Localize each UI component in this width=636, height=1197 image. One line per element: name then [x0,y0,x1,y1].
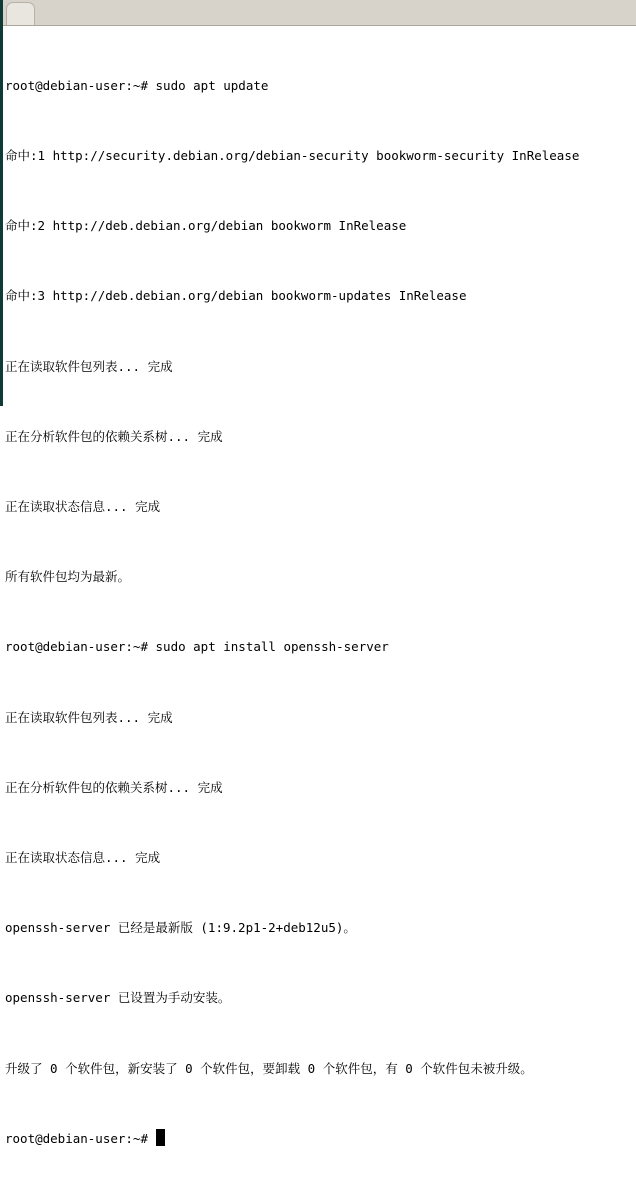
terminal-line: 正在读取状态信息... 完成 [5,850,161,866]
window-tab[interactable] [6,2,35,25]
shell-prompt: root@debian-user:~# [5,1130,156,1146]
terminal-prompt-line [5,1127,636,1150]
terminal-line: 正在读取软件包列表... 完成 [5,709,173,725]
terminal-line: 正在分析软件包的依赖关系树... 完成 [5,428,223,444]
tab-bar [3,0,636,26]
terminal-line: openssh-server 已经是最新版 (1:9.2p1-2+deb12u5)。 [5,920,356,936]
terminal-line: openssh-server 已设置为手动安装。 [5,990,231,1006]
terminal-line: root@debian-user:~# sudo apt install openssh-server [5,639,389,655]
terminal-line: 命中:1 http://security.debian.org/debian-security bookworm-security InRelease [5,148,580,164]
terminal-output[interactable] [3,26,636,1197]
terminal-line: 命中:3 http://deb.debian.org/debian bookworm-updates InRelease [5,288,467,304]
terminal-line: root@debian-user:~# sudo apt update [5,77,269,93]
terminal-line: 正在读取软件包列表... 完成 [5,358,173,374]
terminal-line: 所有软件包均为最新。 [5,569,131,585]
terminal-line: 正在分析软件包的依赖关系树... 完成 [5,779,223,795]
text-cursor [156,1129,165,1146]
terminal-line: 命中:2 http://deb.debian.org/debian bookworm InRelease [5,218,407,234]
terminal-line: 正在读取状态信息... 完成 [5,499,161,515]
terminal-line: 升级了 0 个软件包，新安装了 0 个软件包，要卸载 0 个软件包，有 0 个软件包未被升级。 [5,1060,533,1076]
